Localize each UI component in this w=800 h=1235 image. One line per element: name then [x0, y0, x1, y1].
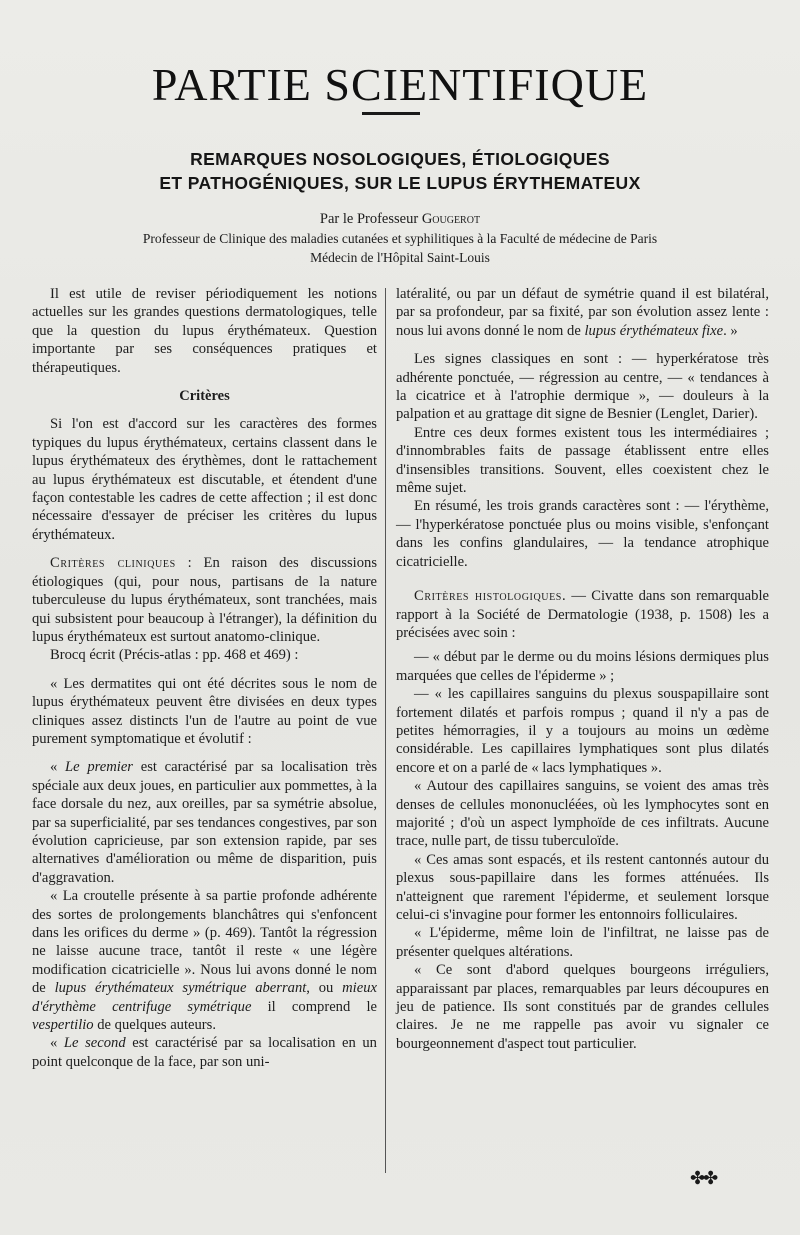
epiderme-paragraph: « L'épiderme, même loin de l'infiltrat, ne laisse pas de présenter quelques altérations.	[396, 925, 769, 960]
article-title-line-2: ET PATHOGÉNIQUES, SUR LE LUPUS ÉRYTHEMATEUX	[159, 173, 641, 193]
author-line	[0, 210, 800, 229]
second-paragraph: « Le second est caractérisé par sa localisation en un point quelconque de la face, par son uni-	[32, 1035, 377, 1070]
byline	[0, 210, 800, 267]
criteres-cliniques-text: : En raison des discussions étiologiques (qui, pour nous, partisans de la nature tuberculeuse du lupus érythémateux, sont tranchées, mais qui subsistent pour beaucoup à l'étranger), la définition du lupus érythémateux est surtout anatomo-clinique.	[32, 555, 378, 645]
intro-paragraph: Il est utile de reviser périodiquement les notions actuelles sur les grandes questions dermatologiques, telle que la question du lupus érythémateux. Question importante par ses conséquences pratiques et thérapeutiques.	[32, 286, 377, 376]
second-emphasis: Le second	[63, 1035, 126, 1052]
quote-paragraph-1: « Les dermatites qui ont été décrites sous le nom de lupus érythémateux peuvent être divisées en deux types cliniques assez distincts l'un de l'autre au point de vue purement symptomatique et évolutif :	[32, 675, 377, 747]
premier-emphasis: Le premier	[65, 759, 133, 776]
signes-paragraph: Les signes classiques en sont : — hyperkératose très adhérente ponctuée, — régression au centre, — « tendances à la cicatrice et à l'atrophie dermique », — douleurs à la palpation et au grattage dit signe de Besnier (Lenglet, Darier).	[396, 351, 769, 423]
article-title	[0, 147, 800, 195]
section-title: PARTIE SCIENTIFIQUE	[151, 59, 649, 110]
brocq-paragraph: Brocq écrit (Précis-atlas : pp. 468 et 469) :	[50, 647, 299, 664]
continuation-paragraph: latéralité, ou par un défaut de symétrie quand il est bilatéral, par sa profondeur, par sa fixité, par son évolution assez lente : nous lui avons donné le nom de lupus érythémateux fixe. »	[396, 286, 769, 339]
fleuron-ornament-icon: ✤✤	[690, 1168, 717, 1188]
amas-paragraph: « Ces amas sont espacés, et ils restent cantonnés autour du plexus sous-papillaire dans les formes atténuées. Ils n'atteignent que rarement l'épiderme, et seulement lorsque celui-ci s'invagine pour former les entonnoirs folliculaires.	[396, 851, 769, 923]
premier-paragraph: « Le premier est caractérisé par sa localisation très spéciale aux deux joues, en particulier aux pommettes, à la face dorsale du nez, aux oreilles, par sa symétrie absolue, par sa superficialité, par ses tendances congestives, par son évolution capricieuse, par son extension rapide, par ses alternatives d'amélioration ou même de disparition, puis d'aggravation.	[32, 759, 377, 886]
criteres-histologiques-paragraph: Critères histologiques. — Civatte dans son remarquable rapport à la Société de Dermatologie (1938, p. 1508) les a précisées avec soin :	[396, 588, 769, 641]
title-rule-divider	[362, 112, 420, 115]
criteres-cliniques-paragraph	[32, 554, 377, 646]
criteres-paragraph: Si l'on est d'accord sur les caractères des formes typiques du lupus érythémateux, certains classent dans le lupus érythémateux des érythèmes, dont le rattachement au lupus érythémateux est discutable, et étendent d'une façon contestable les cadres de cette affection ; il est donc nécessaire d'essayer de préciser les critères du lupus érythémateux.	[32, 416, 377, 543]
left-column	[32, 285, 377, 1071]
resume-paragraph: En résumé, les trois grands caractères sont : — l'érythème, — l'hyperkératose ponctuée plus ou moins visible, s'enfonçant dans les confins glandulaires, — la tendance atrophique cicatricielle.	[396, 498, 769, 570]
entre-paragraph: Entre ces deux formes existent tous les intermédiaires ; d'innombrables faits de passage établissent entre elles d'insensibles transitions. Souvent, elles coexistent chez le même sujet.	[396, 424, 769, 497]
croutelle-paragraph: « La croutelle présente à sa partie profonde adhérente des sortes de prolongements blanchâtres qui s'enfoncent dans les orifices du derme » (p. 469). Tantôt la régression ne laisse aucune trace, tantôt il reste « une légère modification cicatricielle ». Nous lui avons donné le nom de lupus érythémateux symétrique aberrant, ou mieux d'érythème centrifuge symétrique il comprend le vespertilio de quelques auteurs.	[32, 888, 377, 1034]
author-name: Gougerot	[421, 211, 481, 227]
bourgeons-paragraph: « Ce sont d'abord quelques bourgeons irréguliers, apparaissant par places, remarquables par leurs découpures en jeu de patience. Ils sont constitués par de grandes cellules claires. Je ne me rappelle pas avoir vu signaler ce bourgeonnement d'aspect tout particulier.	[396, 962, 769, 1052]
debut-paragraph: — « début par le derme ou du moins lésions dermiques plus marquées que celles de l'épiderme » ;	[396, 649, 769, 684]
affiliation-line-2: Médecin de l'Hôpital Saint-Louis	[310, 250, 490, 265]
right-column	[396, 285, 769, 1053]
capillaires-paragraph: — « les capillaires sanguins du plexus souspapillaire sont fortement dilatés et parfois rompus ; quand il n'y a pas de petites hémorragies, il y a toujours au moins un œdème considérable. Les capillaires lymphatiques sont plus dilatés encore et on a parlé de « lacs lymphatiques ».	[396, 686, 769, 776]
byline-prefix: Par le Professeur	[319, 211, 419, 227]
column-divider	[385, 288, 386, 1173]
criteres-heading: Critères	[179, 388, 230, 405]
criteres-cliniques-label: Critères cliniques	[50, 555, 176, 572]
autour-paragraph: « Autour des capillaires sanguins, se voient des amas très denses de cellules mononucléées, où les lymphocytes sont en majorité ; d'où un aspect lymphoïde de ces infiltrats. Aucune trace, nulle part, de tissu tuberculoïde.	[396, 778, 769, 850]
criteres-histologiques-label: Critères histologiques.	[414, 588, 567, 605]
affiliation-line-1: Professeur de Clinique des maladies cutanées et syphilitiques à la Faculté de médecine de Paris	[142, 231, 658, 246]
article-title-line-1: REMARQUES NOSOLOGIQUES, ÉTIOLOGIQUES	[190, 149, 610, 169]
